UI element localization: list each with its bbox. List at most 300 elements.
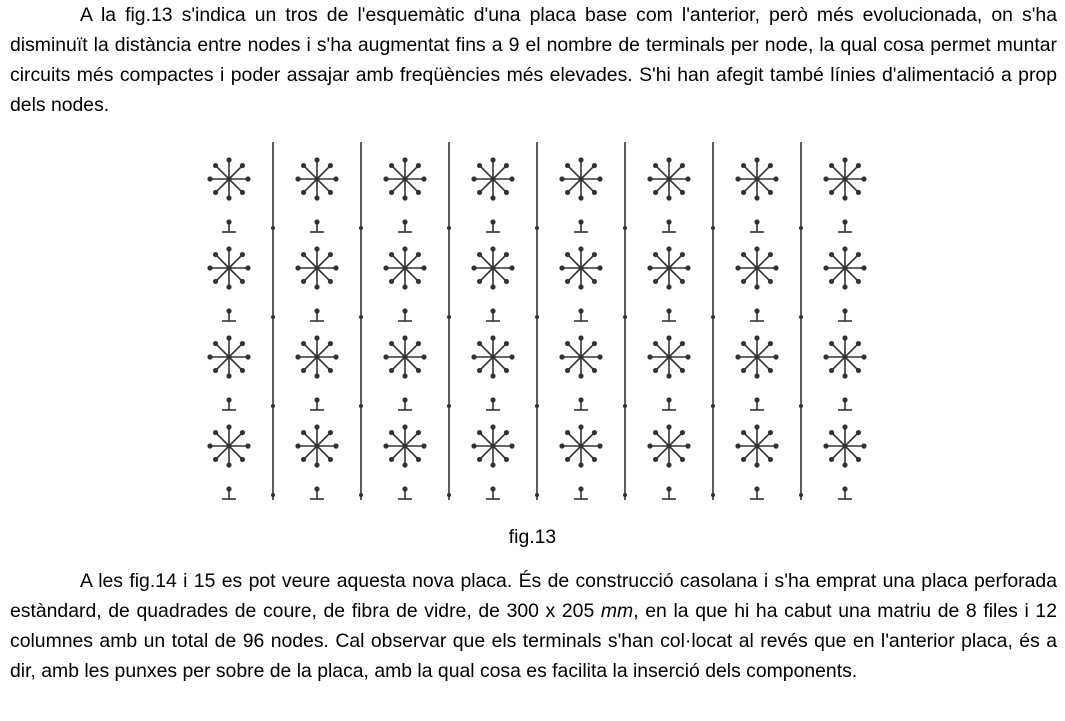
supply-line-dot (447, 226, 451, 230)
node-terminal (653, 457, 658, 462)
node-terminal (842, 424, 847, 429)
supply-line-dot (359, 493, 363, 497)
node-terminal (240, 368, 245, 373)
supply-line-dot (359, 315, 363, 319)
node-spoke (568, 446, 581, 459)
node-terminal (680, 163, 685, 168)
node-terminal (504, 190, 509, 195)
node-spoke (392, 357, 405, 370)
node-center-terminal (843, 355, 848, 360)
node-spoke (493, 268, 506, 281)
node-terminal (301, 341, 306, 346)
node-terminal (653, 341, 658, 346)
node-spoke (317, 268, 330, 281)
node-terminal (653, 279, 658, 284)
node-terminal (829, 430, 834, 435)
node-terminal (565, 190, 570, 195)
node-terminal (754, 157, 759, 162)
node-terminal (471, 265, 476, 270)
node-terminal (477, 163, 482, 168)
node-terminal (773, 265, 778, 270)
node-spoke (845, 179, 858, 192)
node-terminal (402, 424, 407, 429)
node-terminal (861, 443, 866, 448)
node-terminal (647, 176, 652, 181)
node-spoke (757, 446, 770, 459)
node-spoke (669, 166, 682, 179)
node-terminal (245, 176, 250, 181)
node-terminal (226, 373, 231, 378)
node-terminal (829, 190, 834, 195)
node-terminal (509, 176, 514, 181)
supply-line-dot (799, 226, 803, 230)
node-terminal (389, 430, 394, 435)
node-terminal (597, 176, 602, 181)
node-terminal (735, 265, 740, 270)
node-spoke (656, 446, 669, 459)
node-terminal (842, 195, 847, 200)
node-terminal (754, 424, 759, 429)
node-spoke (216, 268, 229, 281)
node-terminal (504, 252, 509, 257)
supply-line-dot (535, 226, 539, 230)
node-spoke (832, 166, 845, 179)
node-terminal (680, 368, 685, 373)
node-terminal (578, 246, 583, 251)
node-spoke (480, 166, 493, 179)
node-terminal (213, 252, 218, 257)
node-terminal (509, 354, 514, 359)
node-spoke (744, 166, 757, 179)
node-terminal (578, 157, 583, 162)
node-spoke (581, 446, 594, 459)
node-terminal (592, 190, 597, 195)
node-terminal (416, 430, 421, 435)
node-terminal (829, 368, 834, 373)
node-spoke (493, 357, 506, 370)
node-terminal (328, 457, 333, 462)
node-spoke (229, 166, 242, 179)
node-terminal (328, 341, 333, 346)
node-terminal (741, 368, 746, 373)
node-spoke (832, 255, 845, 268)
node-terminal (295, 443, 300, 448)
node-center-terminal (579, 444, 584, 449)
node-terminal (471, 176, 476, 181)
supply-line-dot (447, 404, 451, 408)
node-terminal (856, 279, 861, 284)
node-terminal (685, 265, 690, 270)
node-spoke (832, 446, 845, 459)
node-terminal (301, 190, 306, 195)
node-terminal (856, 252, 861, 257)
node-terminal (509, 265, 514, 270)
node-center-terminal (843, 444, 848, 449)
node-terminal (856, 163, 861, 168)
paragraph-intro-text: A la fig.13 s'indica un tros de l'esquemàtic d'una placa base com l'anterior, però més evolucionada, on s'ha disminuït la distància entre nodes i s'ha augmentat fins a 9 el nombre de terminals per node, la qual cosa permet muntar circuits més compactes i poder assajar amb freqüències més elevades. S'hi han afegit també línies d'alimentació a prop dels nodes. (10, 4, 1057, 116)
node-spoke (216, 166, 229, 179)
node-terminal (490, 373, 495, 378)
node-spoke (304, 357, 317, 370)
node-spoke (669, 179, 682, 192)
node-spoke (669, 357, 682, 370)
node-terminal (856, 430, 861, 435)
node-terminal (477, 430, 482, 435)
node-spoke (669, 433, 682, 446)
node-center-terminal (315, 266, 320, 271)
node-terminal (490, 157, 495, 162)
node-spoke (216, 357, 229, 370)
node-terminal (856, 341, 861, 346)
node-terminal (389, 252, 394, 257)
node-terminal (328, 368, 333, 373)
node-terminal (295, 354, 300, 359)
node-terminal (565, 341, 570, 346)
node-terminal (226, 195, 231, 200)
node-center-terminal (667, 266, 672, 271)
node-terminal (504, 368, 509, 373)
paragraph-intro (10, 0, 1057, 120)
node-spoke (493, 446, 506, 459)
node-terminal (829, 163, 834, 168)
node-terminal (314, 284, 319, 289)
node-terminal (666, 195, 671, 200)
supply-line-dot (271, 404, 275, 408)
node-terminal (421, 176, 426, 181)
node-terminal (490, 284, 495, 289)
supply-line-dot (359, 404, 363, 408)
node-terminal (685, 443, 690, 448)
node-terminal (842, 462, 847, 467)
node-center-terminal (491, 444, 496, 449)
node-terminal (226, 462, 231, 467)
node-terminal (647, 265, 652, 270)
node-terminal (754, 373, 759, 378)
node-center-terminal (667, 177, 672, 182)
supply-line-dot (799, 315, 803, 319)
node-terminal (213, 279, 218, 284)
node-center-terminal (227, 444, 232, 449)
node-spoke (392, 446, 405, 459)
node-spoke (581, 344, 594, 357)
node-spoke (845, 255, 858, 268)
node-spoke (480, 357, 493, 370)
node-spoke (405, 344, 418, 357)
node-spoke (493, 166, 506, 179)
node-terminal (754, 462, 759, 467)
node-terminal (754, 195, 759, 200)
node-center-terminal (843, 177, 848, 182)
node-terminal (421, 443, 426, 448)
node-spoke (392, 166, 405, 179)
node-terminal (666, 284, 671, 289)
node-terminal (578, 373, 583, 378)
node-spoke (317, 344, 330, 357)
node-spoke (744, 446, 757, 459)
node-spoke (229, 268, 242, 281)
node-terminal (735, 354, 740, 359)
node-terminal (768, 430, 773, 435)
node-center-terminal (579, 355, 584, 360)
node-spoke (744, 268, 757, 281)
node-spoke (229, 179, 242, 192)
node-terminal (328, 190, 333, 195)
supply-line-dot (271, 493, 275, 497)
node-spoke (405, 446, 418, 459)
node-terminal (842, 157, 847, 162)
supply-line-dot (535, 404, 539, 408)
node-terminal (207, 176, 212, 181)
node-terminal (597, 354, 602, 359)
paragraph-description-text-2: , en la que hi ha cabut una matriu de 8 files i 12 columnes amb un total de 96 nodes. Cal observar que els terminals s'han col·locat al revés que en l'anterior placa, és a dir, amb les punxes per sobre de la placa, amb la qual cosa es facilita la inserció dels components. (10, 600, 1057, 682)
node-terminal (213, 190, 218, 195)
paragraph-description-text-1: A les fig.14 i 15 es pot veure aquesta nova placa. És de construcció casolana i s'ha emprat una placa perforada estàndard, de quadrades de coure, de fibra de vidre, de 300 x 205 (10, 570, 1057, 622)
node-spoke (304, 179, 317, 192)
node-spoke (656, 433, 669, 446)
supply-line-dot (711, 315, 715, 319)
node-spoke (832, 433, 845, 446)
node-terminal (578, 462, 583, 467)
node-terminal (314, 335, 319, 340)
breadboard-schematic-figure (192, 140, 882, 510)
node-spoke (304, 255, 317, 268)
node-terminal (773, 176, 778, 181)
node-terminal (383, 354, 388, 359)
node-spoke (405, 166, 418, 179)
node-center-terminal (315, 444, 320, 449)
node-spoke (392, 179, 405, 192)
node-terminal (240, 190, 245, 195)
node-terminal (754, 335, 759, 340)
node-spoke (845, 166, 858, 179)
node-center-terminal (315, 177, 320, 182)
node-spoke (392, 344, 405, 357)
node-terminal (680, 457, 685, 462)
node-spoke (317, 179, 330, 192)
node-terminal (823, 265, 828, 270)
node-center-terminal (667, 355, 672, 360)
node-terminal (647, 443, 652, 448)
node-terminal (314, 373, 319, 378)
node-spoke (568, 268, 581, 281)
node-center-terminal (667, 444, 672, 449)
node-spoke (392, 433, 405, 446)
node-terminal (301, 279, 306, 284)
node-terminal (653, 163, 658, 168)
node-spoke (304, 344, 317, 357)
node-spoke (581, 166, 594, 179)
node-terminal (402, 157, 407, 162)
node-terminal (490, 195, 495, 200)
supply-line-dot (799, 404, 803, 408)
node-spoke (656, 166, 669, 179)
node-terminal (823, 443, 828, 448)
node-terminal (735, 176, 740, 181)
node-terminal (504, 341, 509, 346)
node-terminal (685, 176, 690, 181)
node-spoke (216, 344, 229, 357)
node-spoke (581, 268, 594, 281)
supply-line-dot (623, 315, 627, 319)
node-terminal (861, 176, 866, 181)
node-terminal (213, 430, 218, 435)
node-spoke (229, 433, 242, 446)
node-terminal (741, 190, 746, 195)
node-terminal (416, 368, 421, 373)
node-terminal (741, 279, 746, 284)
node-terminal (559, 176, 564, 181)
node-spoke (493, 433, 506, 446)
node-spoke (757, 357, 770, 370)
node-center-terminal (227, 266, 232, 271)
node-spoke (744, 357, 757, 370)
node-terminal (653, 190, 658, 195)
node-spoke (669, 344, 682, 357)
node-terminal (597, 443, 602, 448)
node-terminal (856, 457, 861, 462)
node-terminal (680, 341, 685, 346)
node-terminal (490, 424, 495, 429)
node-terminal (213, 457, 218, 462)
node-spoke (405, 357, 418, 370)
node-spoke (216, 433, 229, 446)
node-terminal (226, 246, 231, 251)
node-spoke (493, 344, 506, 357)
node-terminal (314, 462, 319, 467)
node-center-terminal (403, 355, 408, 360)
node-terminal (565, 430, 570, 435)
node-terminal (328, 430, 333, 435)
node-terminal (856, 368, 861, 373)
node-spoke (744, 433, 757, 446)
node-terminal (578, 195, 583, 200)
node-center-terminal (491, 355, 496, 360)
node-terminal (477, 457, 482, 462)
node-spoke (568, 255, 581, 268)
node-terminal (559, 354, 564, 359)
node-spoke (845, 268, 858, 281)
node-spoke (568, 179, 581, 192)
node-center-terminal (755, 266, 760, 271)
node-terminal (592, 430, 597, 435)
node-terminal (680, 190, 685, 195)
node-terminal (226, 284, 231, 289)
node-terminal (578, 284, 583, 289)
node-terminal (685, 354, 690, 359)
node-terminal (768, 252, 773, 257)
supply-line-dot (711, 493, 715, 497)
node-terminal (477, 368, 482, 373)
node-terminal (213, 368, 218, 373)
node-terminal (402, 335, 407, 340)
node-terminal (861, 265, 866, 270)
node-spoke (581, 179, 594, 192)
node-terminal (829, 341, 834, 346)
node-terminal (226, 157, 231, 162)
node-spoke (757, 255, 770, 268)
node-spoke (832, 268, 845, 281)
node-spoke (405, 268, 418, 281)
node-terminal (213, 163, 218, 168)
node-terminal (207, 443, 212, 448)
node-spoke (568, 433, 581, 446)
node-terminal (240, 163, 245, 168)
node-center-terminal (491, 177, 496, 182)
node-spoke (480, 433, 493, 446)
node-spoke (757, 268, 770, 281)
node-terminal (314, 157, 319, 162)
supply-line-dot (711, 404, 715, 408)
node-spoke (757, 179, 770, 192)
node-terminal (647, 354, 652, 359)
node-terminal (578, 335, 583, 340)
node-terminal (477, 279, 482, 284)
node-terminal (597, 265, 602, 270)
node-terminal (207, 265, 212, 270)
node-spoke (568, 344, 581, 357)
node-center-terminal (403, 444, 408, 449)
node-terminal (389, 163, 394, 168)
node-terminal (823, 176, 828, 181)
node-terminal (402, 462, 407, 467)
node-spoke (229, 446, 242, 459)
node-terminal (735, 443, 740, 448)
node-terminal (471, 354, 476, 359)
node-spoke (480, 268, 493, 281)
node-spoke (744, 255, 757, 268)
node-terminal (490, 335, 495, 340)
supply-line-dot (711, 226, 715, 230)
node-terminal (773, 443, 778, 448)
node-center-terminal (579, 177, 584, 182)
node-terminal (592, 252, 597, 257)
node-terminal (240, 457, 245, 462)
node-terminal (333, 443, 338, 448)
supply-line-dot (447, 315, 451, 319)
node-terminal (207, 354, 212, 359)
supply-line-dot (623, 226, 627, 230)
node-terminal (416, 279, 421, 284)
node-spoke (757, 166, 770, 179)
node-spoke (845, 344, 858, 357)
node-terminal (421, 265, 426, 270)
node-terminal (754, 284, 759, 289)
node-spoke (304, 446, 317, 459)
node-terminal (245, 265, 250, 270)
node-terminal (509, 443, 514, 448)
node-terminal (333, 265, 338, 270)
node-terminal (402, 284, 407, 289)
node-spoke (845, 357, 858, 370)
node-terminal (768, 163, 773, 168)
node-spoke (405, 433, 418, 446)
node-terminal (741, 430, 746, 435)
node-spoke (669, 268, 682, 281)
node-terminal (328, 252, 333, 257)
node-terminal (490, 246, 495, 251)
node-spoke (480, 255, 493, 268)
node-terminal (301, 163, 306, 168)
node-spoke (568, 166, 581, 179)
node-terminal (565, 368, 570, 373)
node-terminal (559, 443, 564, 448)
node-terminal (504, 457, 509, 462)
node-spoke (493, 179, 506, 192)
node-terminal (416, 190, 421, 195)
node-terminal (295, 265, 300, 270)
node-terminal (842, 373, 847, 378)
node-spoke (229, 255, 242, 268)
